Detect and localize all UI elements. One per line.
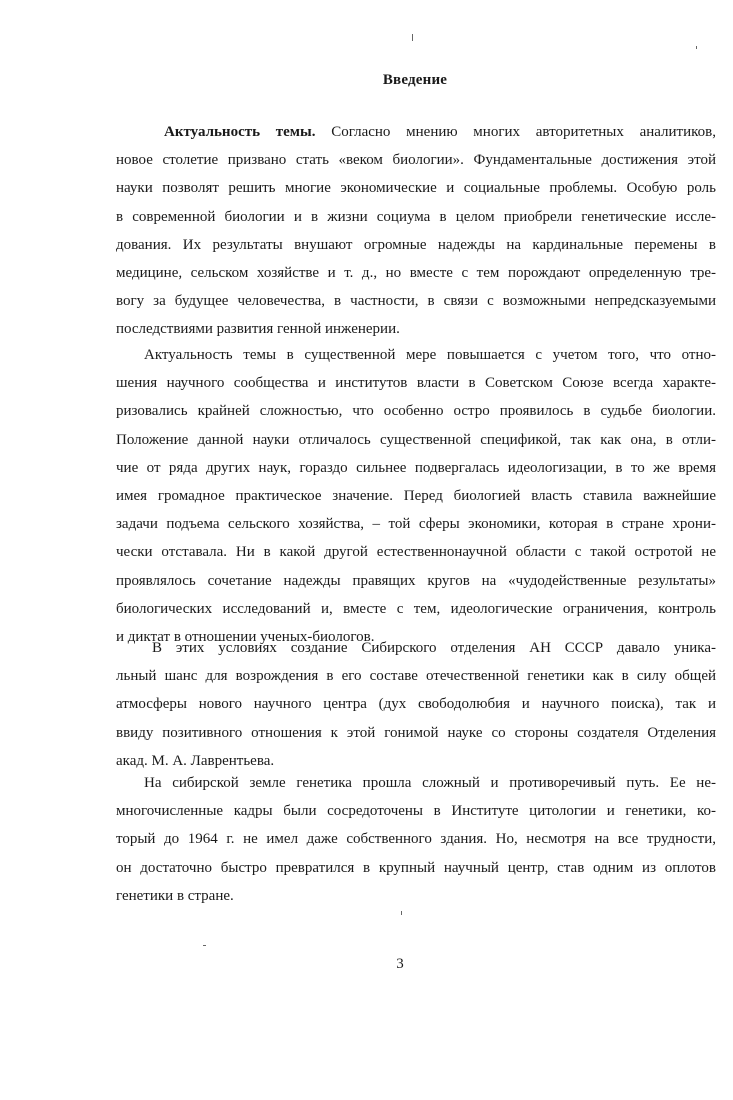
scan-speck (401, 911, 402, 915)
paragraph-line: ввиду позитивного отношения к этой гонимой науке со стороны создателя Отделения (116, 724, 716, 741)
paragraph-line: дования. Их результаты внушают огромные надежды на кардинальные перемены в (116, 236, 716, 253)
scan-speck (696, 46, 697, 49)
paragraph-line: акад. М. А. Лаврентьева. (116, 752, 275, 769)
scan-speck (203, 945, 206, 946)
paragraph-line: медицине, сельском хозяйстве и т. д., но вместе с тем порождают определенную тре- (116, 264, 716, 281)
paragraph-line: вогу за будущее человечества, в частности, в связи с возможными непредсказуемыми (116, 293, 716, 310)
paragraph-siberian-branch (116, 634, 716, 775)
page-title: Введение (382, 72, 448, 88)
paragraph-soviet-science (116, 341, 716, 651)
paragraph-genetics-path (116, 769, 716, 910)
paragraph-line: многочисленные кадры были сосредоточены в Институте цитологии и генетики, ко- (116, 803, 716, 820)
paragraph-line: ризовались крайней сложностью, что особенно остро проявилось в судьбе биологии. (116, 403, 716, 420)
paragraph-line: генетики в стране. (116, 887, 234, 904)
paragraph-line: биологических исследований и, вместе с тем, идеологические ограничения, контроль (116, 600, 716, 617)
paragraph-line: Актуальность темы в существенной мере повышается с учетом того, что отно- (144, 347, 716, 363)
paragraph-line: науки позволят решить многие экономические и социальные проблемы. Особую роль (116, 180, 716, 197)
paragraph-line: он достаточно быстро превратился в крупный научный центр, став одним из оплотов (116, 859, 716, 876)
paragraph-line: На сибирской земле генетика прошла сложный и противоречивый путь. Ее не- (144, 775, 716, 791)
paragraph-line: имея громадное практическое значение. Перед биологией власть ставила важнейшие (116, 487, 716, 504)
paragraph-line: и диктат в отношении ученых-биологов. (116, 628, 375, 645)
paragraph-line: последствиями развития генной инженерии. (116, 321, 400, 338)
paragraph-line: Актуальность темы. Согласно мнению многих авторитетных аналитиков, (164, 124, 717, 140)
scan-speck (412, 34, 413, 41)
paragraph-line: чие от ряда других наук, гораздо сильнее подвергалась идеологизации, в то же время (116, 459, 716, 476)
paragraph-line: новое столетие призвано стать «веком биологии». Фундаментальные достижения этой (116, 152, 716, 169)
paragraph-line: льный шанс для возрождения в его составе отечественной генетики как в силу общей (116, 668, 716, 685)
paragraph-line: в современной биологии и в жизни социума в целом приобрели генетические иссле- (116, 208, 716, 225)
paragraph-line: атмосферы нового научного центра (дух свободолюбия и научного поиска), так и (116, 696, 716, 713)
paragraph-line: проявлялось сочетание надежды правящих кругов на «чудодейственные результаты» (116, 572, 716, 589)
lead-phrase: Актуальность темы. (164, 124, 316, 140)
paragraph-line: Положение данной науки отличалось существенной спецификой, так как она, в отли- (116, 431, 716, 448)
paragraph-relevance (116, 118, 716, 344)
paragraph-line: чески отставала. Ни в какой другой естественнонаучной области с такой остротой не (116, 544, 716, 561)
paragraph-line: шения научного сообщества и институтов власти в Советском Союзе всегда характе- (116, 375, 716, 392)
paragraph-line: торый до 1964 г. не имел даже собственного здания. Но, несмотря на все трудности, (116, 831, 716, 848)
paragraph-line: В этих условиях создание Сибирского отделения АН СССР давало уника- (152, 640, 716, 656)
paragraph-line: задачи подъема сельского хозяйства, – той сферы экономики, которая в стране хрони- (116, 516, 716, 533)
page-number: 3 (396, 956, 404, 972)
